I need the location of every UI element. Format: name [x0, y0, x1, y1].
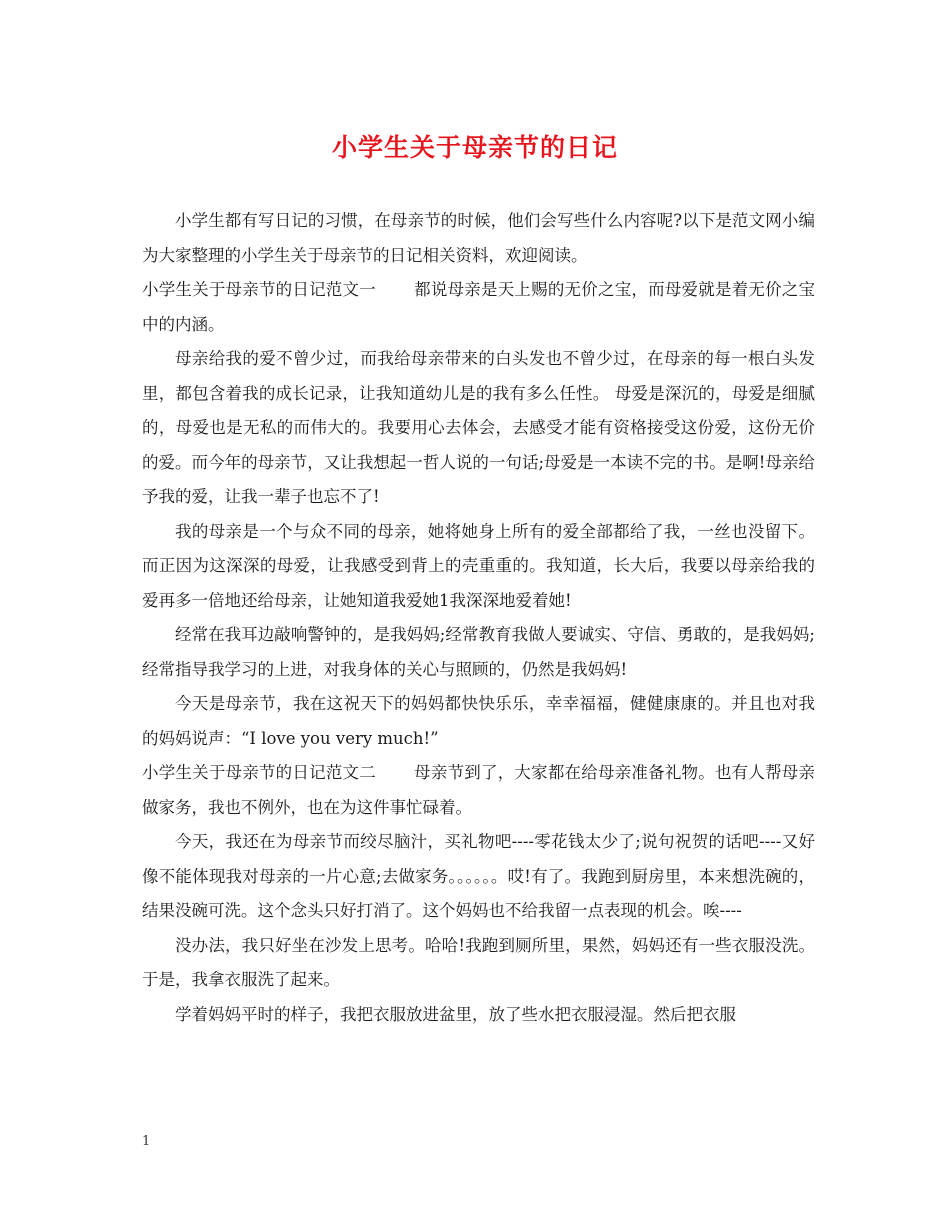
section-heading-two: 小学生关于母亲节的日记范文二	[142, 763, 376, 782]
paragraph: 今天是母亲节，我在这祝天下的妈妈都快快乐乐，幸幸福福，健健康康的。并且也对我的妈妈说声：“I love you very much!”	[142, 694, 815, 748]
page-number: 1	[142, 1134, 151, 1149]
paragraph: 今天，我还在为母亲节而绞尽脑汁，买礼物吧----零花钱太少了;说句祝贺的话吧----又好像不能体现我对母亲的一片心意;去做家务。。。。。。哎!有了。我跑到厨房里，本来想洗碗的，结果没碗可洗。这个念头只好打消了。这个妈妈也不给我留一点表现的机会。唉----	[142, 832, 815, 920]
document-body	[142, 204, 815, 1032]
paragraph: 经常在我耳边敲响警钟的，是我妈妈;经常教育我做人要诚实、守信、勇敢的，是我妈妈;经常指导我学习的上进，对我身体的关心与照顾的，仍然是我妈妈!	[142, 625, 815, 679]
paragraph: 没办法，我只好坐在沙发上思考。哈哈!我跑到厕所里，果然，妈妈还有一些衣服没洗。于是，我拿衣服洗了起来。	[142, 935, 815, 989]
paragraph: 学着妈妈平时的样子，我把衣服放进盆里，放了些水把衣服浸湿。然后把衣服	[175, 1004, 736, 1024]
paragraph-intro: 小学生都有写日记的习惯，在母亲节的时候，他们会写些什么内容呢?以下是范文网小编为大家整理的小学生关于母亲节的日记相关资料，欢迎阅读。	[142, 211, 815, 265]
section-heading-one: 小学生关于母亲节的日记范文一	[142, 280, 376, 299]
section-one-text: 都说母亲是天上赐的无价之宝，而母爱就是着无价之宝中的内涵。	[142, 280, 816, 334]
paragraph-section-one	[142, 273, 815, 342]
paragraph: 母亲给我的爱不曾少过，而我给母亲带来的白头发也不曾少过，在母亲的每一根白头发里，都包含着我的成长记录，让我知道幼儿是的我有多么任性。 母爱是深沉的，母爱是细腻的，母爱也是无私的而伟大的。我要用心去体会，去感受才能有资格接受这份爱，这份无价的爱。而今年的母亲节，又让我想起一哲人说的一句话;母爱是一本读不完的书。是啊!母亲给予我的爱，让我一辈子也忘不了!	[142, 349, 815, 506]
section-two-text: 母亲节到了，大家都在给母亲准备礼物。也有人帮母亲做家务，我也不例外，也在为这件事忙碌着。	[142, 763, 816, 817]
document-title: 小学生关于母亲节的日记	[331, 133, 618, 162]
paragraph-section-two	[142, 756, 815, 825]
paragraph: 我的母亲是一个与众不同的母亲，她将她身上所有的爱全部都给了我，一丝也没留下。而正因为这深深的母爱，让我感受到背上的壳重重的。我知道，长大后，我要以母亲给我的爱再多一倍地还给母亲，让她知道我爱她1我深深地爱着她!	[142, 521, 815, 610]
